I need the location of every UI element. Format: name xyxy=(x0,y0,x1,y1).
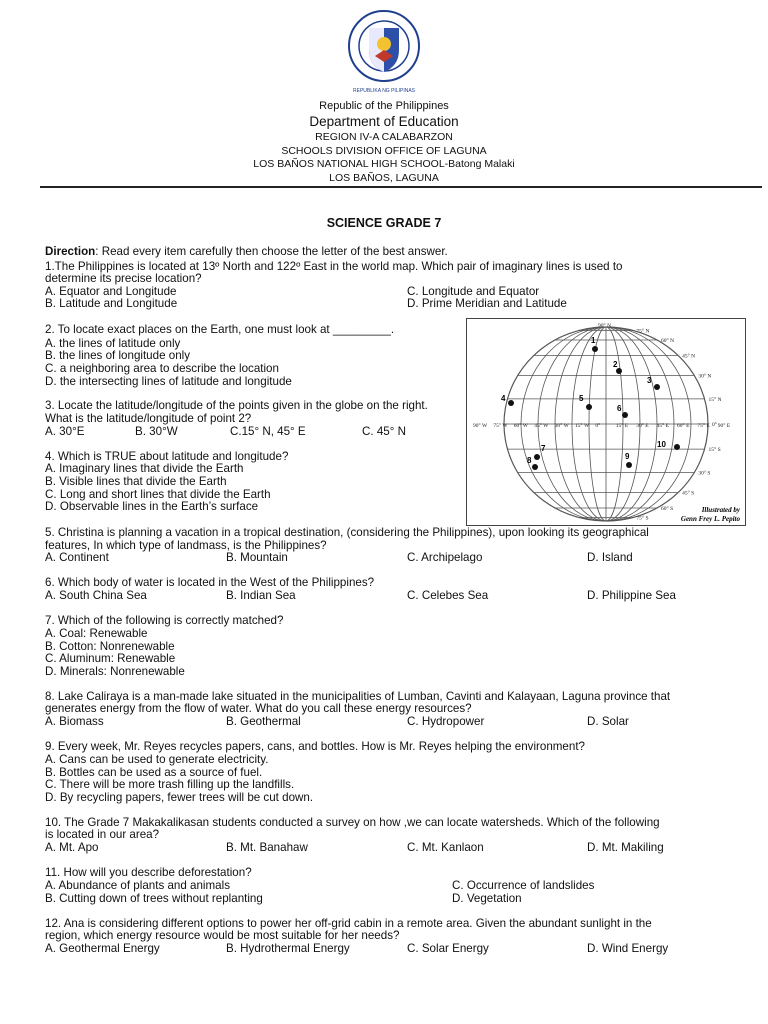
question-text: generates energy from the flow of water. What do you call these energy resources? xyxy=(45,702,472,715)
globe-point-label: 3 xyxy=(647,376,652,385)
direction-text: : Read every item carefully then choose the letter of the best answer. xyxy=(95,245,448,258)
globe-lat-label: 75° N xyxy=(636,328,650,335)
answer-option: B. the lines of longitude only xyxy=(45,349,191,362)
question-text: 10. The Grade 7 Makakalikasan students conducted a survey on how ,we can locate watersheds. Which of the following xyxy=(45,816,660,829)
answer-option: B. Cutting down of trees without replanting xyxy=(45,892,263,905)
globe-lat-label: 0° xyxy=(712,422,717,428)
globe-lat-label: 30° S xyxy=(698,470,711,477)
answer-option: A. the lines of latitude only xyxy=(45,337,181,350)
answer-option: B. Bottles can be used as a source of fuel. xyxy=(45,766,263,779)
globe-point xyxy=(534,454,540,460)
globe-point xyxy=(674,444,680,450)
globe-lat-label: 60° N xyxy=(661,337,675,344)
direction xyxy=(45,245,448,258)
globe-lat-label: 90° N xyxy=(598,323,612,329)
globe-lon-label: 45° E xyxy=(656,423,670,429)
header-divider xyxy=(40,186,762,188)
globe-svg xyxy=(467,319,745,525)
globe-lon-label: 30° E xyxy=(636,423,649,429)
globe-point xyxy=(586,404,592,410)
question-text: features, In which type of landmass, is the Philippines? xyxy=(45,539,327,552)
globe-point-label: 10 xyxy=(657,440,666,449)
answer-option: A. Biomass xyxy=(45,715,104,728)
question-text: 1.The Philippines is located at 13º North and 122º East in the world map. Which pair of imaginary lines is used to xyxy=(45,260,623,273)
answer-option: A. South China Sea xyxy=(45,589,147,602)
header-division: SCHOOLS DIVISION OFFICE OF LAGUNA xyxy=(281,145,487,157)
answer-option: D. Minerals: Nonrenewable xyxy=(45,665,185,678)
answer-option: B. Indian Sea xyxy=(226,589,296,602)
answer-option: B. 30°W xyxy=(135,425,178,438)
answer-option: A. Geothermal Energy xyxy=(45,942,160,955)
header-town: LOS BAÑOS, LAGUNA xyxy=(329,172,439,184)
globe-lat-label: 30° N xyxy=(698,373,712,380)
header-region: REGION IV-A CALABARZON xyxy=(315,131,453,143)
answer-option: C. 45° N xyxy=(362,425,406,438)
answer-option: D. Observable lines in the Earth’s surface xyxy=(45,500,259,513)
globe-point xyxy=(532,464,538,470)
question-text: region, which energy resource would be most suitable for her needs? xyxy=(45,929,400,942)
globe-point-label: 8 xyxy=(527,456,532,465)
globe-lon-label: 15° W xyxy=(575,423,590,429)
question-text: 2. To locate exact places on the Earth, one must look at _________. xyxy=(45,323,395,336)
answer-option: C. Occurrence of landslides xyxy=(452,879,595,892)
globe-lon-label: 0° xyxy=(595,423,601,429)
answer-option: D. Mt. Makiling xyxy=(587,841,664,854)
question-text: determine its precise location? xyxy=(45,272,202,285)
seal-text: REPUBLIKA NG PILIPINAS xyxy=(353,88,415,94)
answer-option: B. Visible lines that divide the Earth xyxy=(45,475,227,488)
globe-diagram xyxy=(466,318,746,526)
deped-seal-icon xyxy=(347,6,421,98)
page-title: SCIENCE GRADE 7 xyxy=(326,216,442,230)
answer-option: C.15° N, 45° E xyxy=(230,425,306,438)
header-school: LOS BAÑOS NATIONAL HIGH SCHOOL-Batong Malaki xyxy=(253,158,515,170)
answer-option: B. Mt. Banahaw xyxy=(226,841,308,854)
answer-option: A. Imaginary lines that divide the Earth xyxy=(45,462,244,475)
globe-lon-label: 90° W xyxy=(473,423,488,429)
globe-lat-label: 75° S xyxy=(636,515,649,522)
globe-point-label: 9 xyxy=(625,452,630,461)
globe-point-label: 2 xyxy=(613,360,618,369)
answer-option: C. a neighboring area to describe the location xyxy=(45,362,279,375)
answer-option: A. Abundance of plants and animals xyxy=(45,879,230,892)
answer-option: C. Hydropower xyxy=(407,715,485,728)
globe-point-label: 6 xyxy=(617,404,622,413)
answer-option: B. Geothermal xyxy=(226,715,301,728)
globe-lon-label: 15° E xyxy=(615,423,629,429)
question-text: 7. Which of the following is correctly matched? xyxy=(45,614,284,627)
globe-point xyxy=(592,346,598,352)
globe-point-label: 4 xyxy=(501,394,506,403)
question-text: 12. Ana is considering different options to power her off-grid cabin in a remote area. Given the abundant sunlight in the xyxy=(45,917,652,930)
globe-point-label: 1 xyxy=(591,336,596,345)
question-text: 4. Which is TRUE about latitude and longitude? xyxy=(45,450,289,463)
answer-option: C. Mt. Kanlaon xyxy=(407,841,484,854)
globe-point xyxy=(654,384,660,390)
globe-credit: Genn Frey L. Pepito xyxy=(680,515,740,523)
question-text: 11. How will you describe deforestation? xyxy=(45,866,252,879)
globe-point xyxy=(622,412,628,418)
answer-option: C. Longitude and Equator xyxy=(407,285,540,298)
answer-option: D. Solar xyxy=(587,715,629,728)
answer-option: D. Philippine Sea xyxy=(587,589,676,602)
globe-lon-label: 45° W xyxy=(534,423,549,429)
answer-option: C. Archipelago xyxy=(407,551,483,564)
question-text: 8. Lake Caliraya is a man-made lake situated in the municipalities of Lumban, Cavinti and Kalayaan, Laguna province that xyxy=(45,690,671,703)
globe-lat-label: 45° S xyxy=(682,490,695,497)
globe-lon-label: 75° E xyxy=(697,423,710,429)
answer-option: A. Continent xyxy=(45,551,109,564)
answer-option: A. Mt. Apo xyxy=(45,841,99,854)
answer-option: B. Latitude and Longitude xyxy=(45,297,178,310)
globe-lat-label: 45° N xyxy=(682,353,696,360)
answer-option: C. Aluminum: Renewable xyxy=(45,652,176,665)
globe-lat-label: 60° S xyxy=(661,506,674,513)
answer-option: D. Wind Energy xyxy=(587,942,669,955)
globe-lat-label: 15° N xyxy=(708,396,722,403)
answer-option: B. Mountain xyxy=(226,551,288,564)
globe-point-label: 5 xyxy=(579,394,584,403)
globe-lon-label: 90° E xyxy=(717,423,731,429)
question-text: 3. Locate the latitude/longitude of the points given in the globe on the right. xyxy=(45,399,428,412)
globe-point xyxy=(626,462,632,468)
answer-option: D. Vegetation xyxy=(452,892,522,905)
answer-option: A. Coal: Renewable xyxy=(45,627,148,640)
direction-label: Direction xyxy=(45,245,96,258)
globe-credit: Illustrated by xyxy=(701,506,740,514)
question-text: 9. Every week, Mr. Reyes recycles papers, cans, and bottles. How is Mr. Reyes helping the environment? xyxy=(45,740,585,753)
answer-option: B. Hydrothermal Energy xyxy=(226,942,350,955)
answer-option: A. 30°E xyxy=(45,425,85,438)
globe-lat-label xyxy=(598,524,610,525)
globe-lon-label: 60° E xyxy=(677,423,690,429)
answer-option: D. Island xyxy=(587,551,633,564)
globe-lon-label: 30° W xyxy=(554,423,569,429)
question-text: What is the latitude/longitude of point 2? xyxy=(45,412,252,425)
answer-option: D. the intersecting lines of latitude and longitude xyxy=(45,375,292,388)
globe-point xyxy=(508,400,514,406)
answer-option: C. Long and short lines that divide the Earth xyxy=(45,488,271,501)
answer-option: B. Cotton: Nonrenewable xyxy=(45,640,175,653)
answer-option: C. Celebes Sea xyxy=(407,589,489,602)
globe-lon-label: 60° W xyxy=(513,423,528,429)
header-department: Department of Education xyxy=(309,114,459,129)
question-text: 6. Which body of water is located in the West of the Philippines? xyxy=(45,576,375,589)
answer-option: C. Solar Energy xyxy=(407,942,489,955)
globe-lon-label: 75° W xyxy=(493,423,508,429)
question-text: 5. Christina is planning a vacation in a tropical destination, (considering the Philippines), upon looking its geographical xyxy=(45,526,649,539)
answer-option: A. Cans can be used to generate electricity. xyxy=(45,753,269,766)
question-text: is located in our area? xyxy=(45,828,160,841)
header-republic: Republic of the Philippines xyxy=(319,100,449,112)
globe-point-label: 7 xyxy=(541,444,546,453)
answer-option: D. Prime Meridian and Latitude xyxy=(407,297,567,310)
answer-option: D. By recycling papers, fewer trees will be cut down. xyxy=(45,791,314,804)
globe-lat-label: 15° S xyxy=(708,447,721,454)
answer-option: C. There will be more trash filling up the landfills. xyxy=(45,778,295,791)
answer-option: A. Equator and Longitude xyxy=(45,285,177,298)
